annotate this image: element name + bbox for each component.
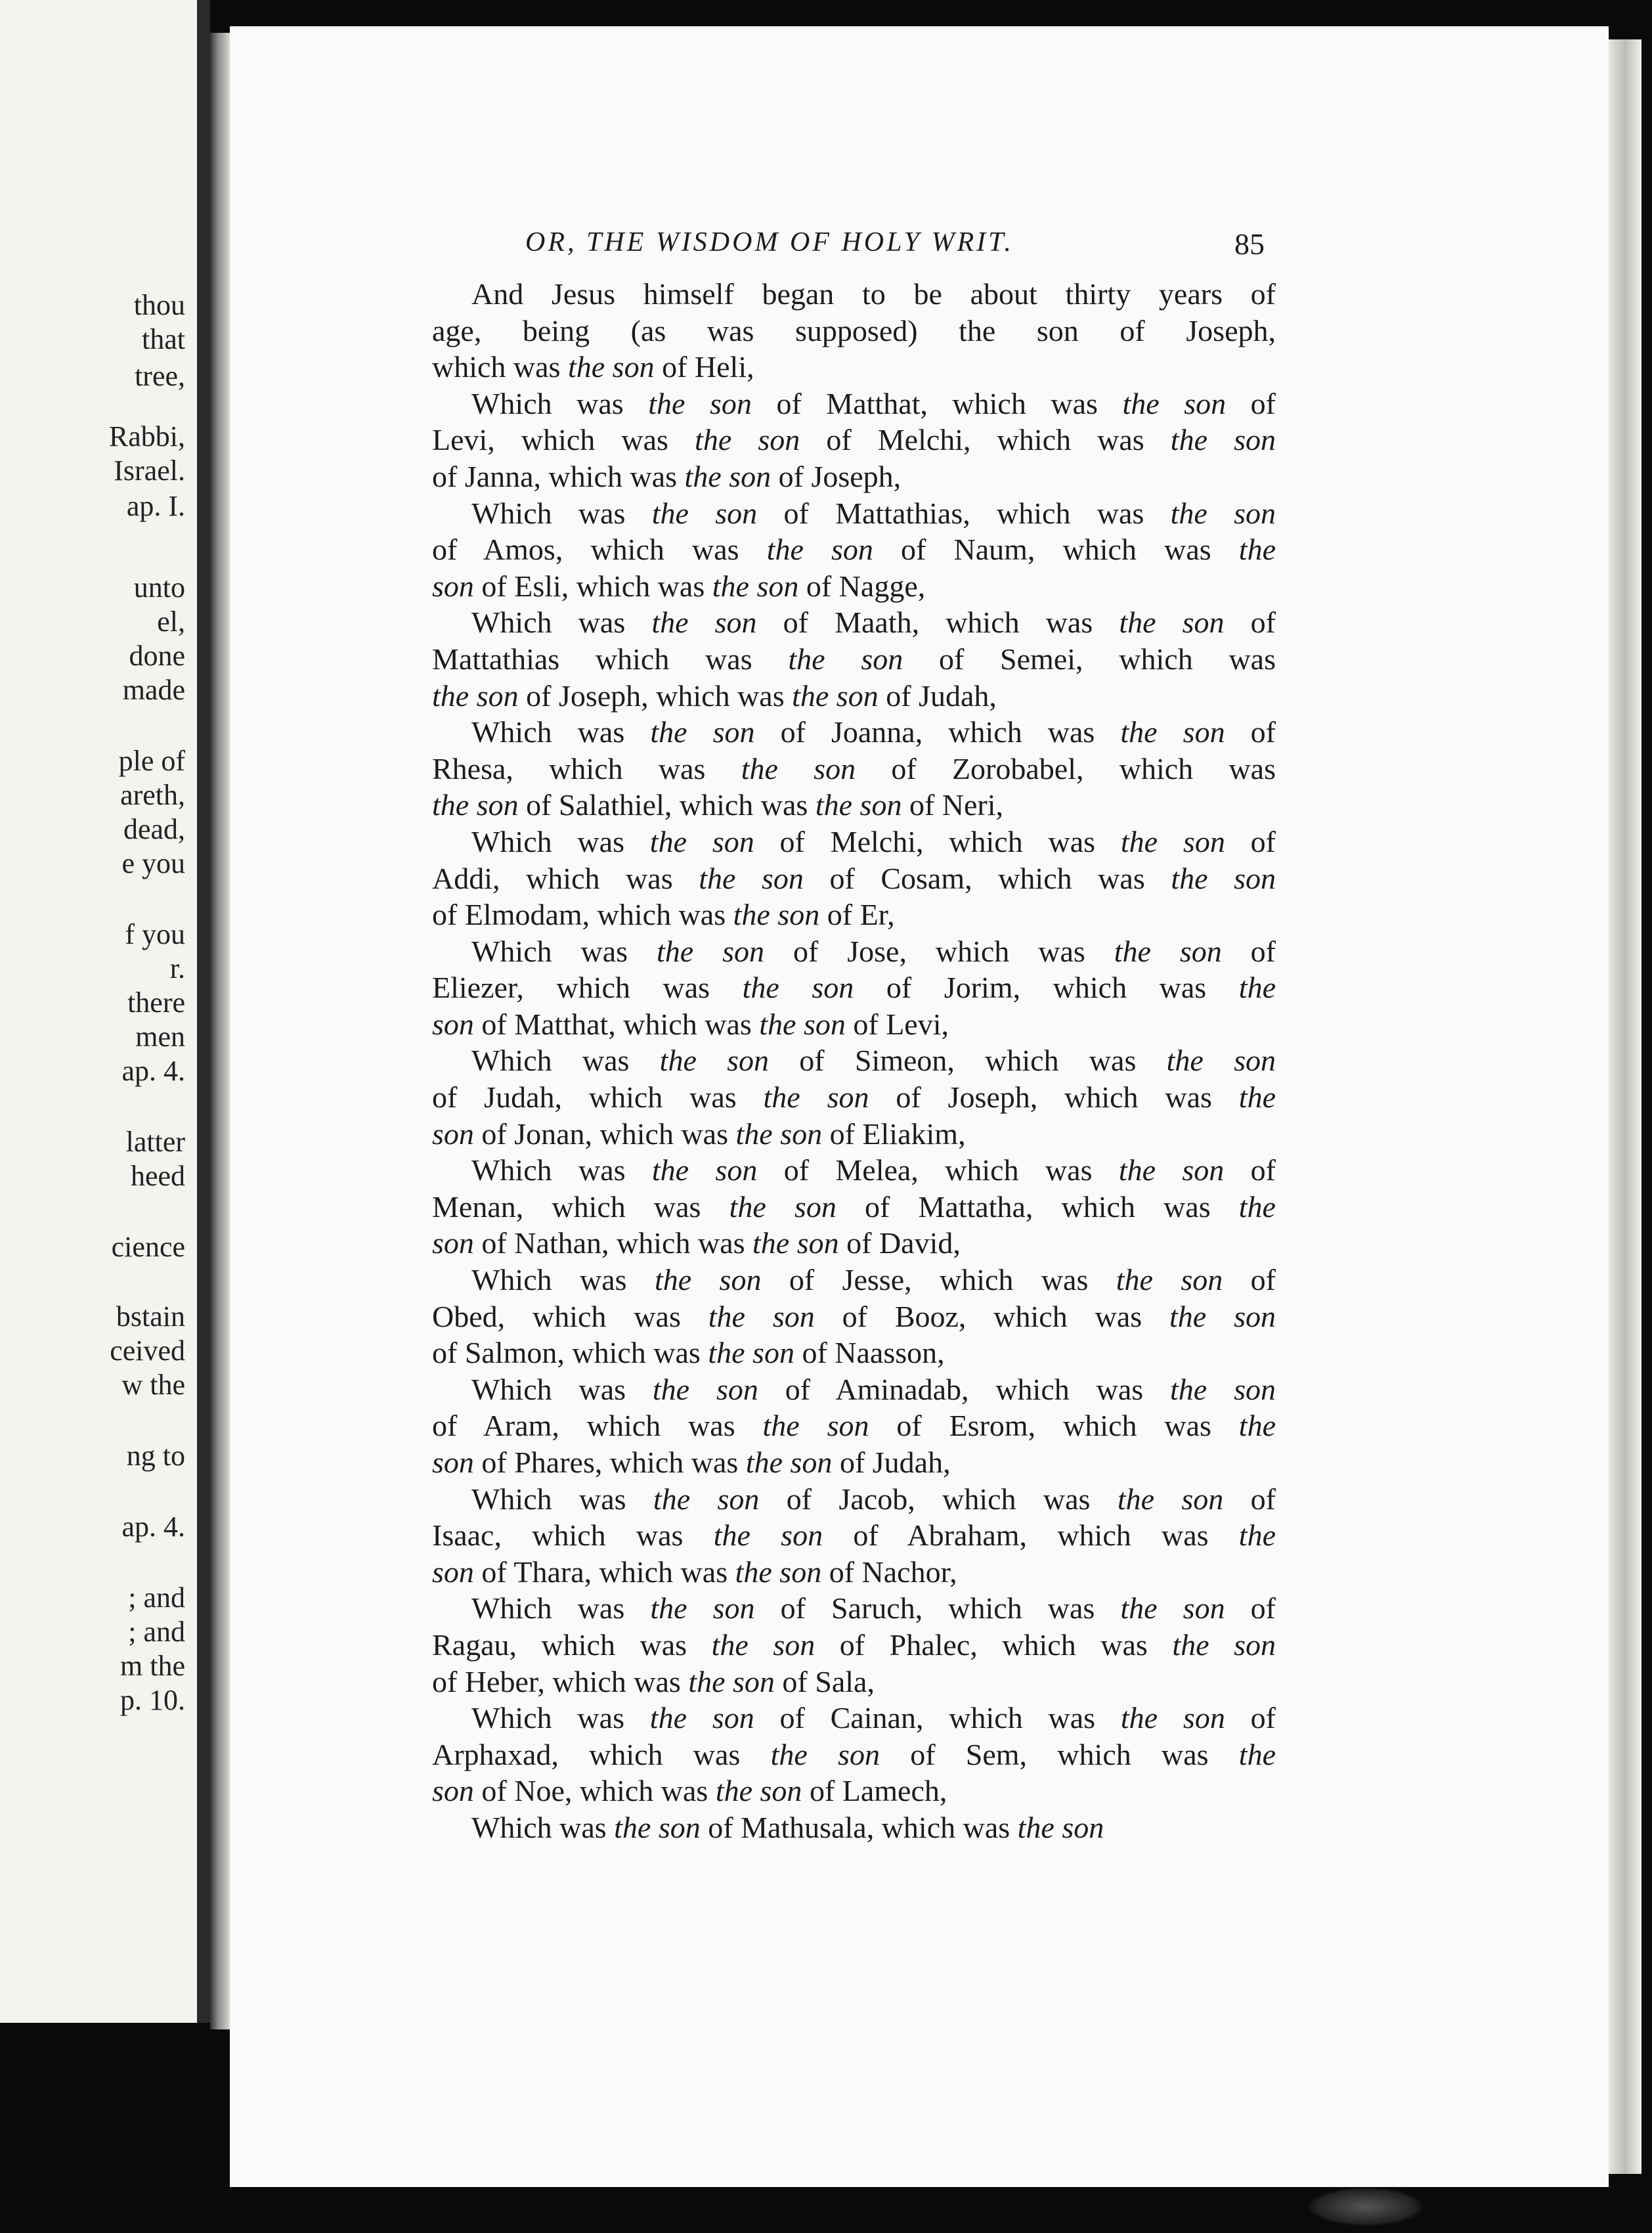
text-run: of Maath, which was [756,606,1119,640]
text-line [432,1700,1276,1736]
italic-run: the son [762,1409,869,1443]
italic-run: son [432,1116,474,1151]
facing-page-fragment-text: bstain [116,1300,185,1333]
italic-run: the son [648,386,752,420]
right-page-edge [1609,39,1641,2174]
facing-page-fragment-text: m the [120,1650,185,1682]
facing-page-fragment-text: ceived [110,1335,185,1367]
facing-page-fragment-text: Israel. [114,454,185,487]
text-run: of Jacob, which was [759,1482,1118,1516]
text-line [432,1773,1276,1809]
italic-run: the son [649,1701,754,1735]
italic-run: the son [684,459,772,493]
italic-run: son [432,1774,474,1808]
text-line [432,349,1276,386]
text-run: of Nathan, which was [473,1226,753,1260]
text-run: of Mathusala, which was [700,1810,1018,1844]
text-run: of [1225,824,1276,858]
facing-page-fragment [0,0,197,2023]
text-run: of Jorim, which was [854,971,1239,1005]
text-run: Which was [471,1372,653,1406]
italic-run: the son [695,423,800,457]
text-run: of David, [838,1226,961,1260]
book-gutter [210,33,230,2029]
text-line [432,1335,1276,1371]
italic-run: the son [1122,386,1227,420]
italic-run: the son [650,1591,755,1625]
text-run: of Melchi, which was [800,423,1171,457]
text-run: of Cosam, which was [803,861,1171,895]
text-run: of Sala, [774,1664,875,1698]
text-run: Eliezer, which was [432,971,743,1005]
text-run: of Esrom, which was [869,1409,1239,1443]
facing-page-fragment-text: tree, [135,360,185,392]
text-run: of Judah, [878,678,997,713]
text-run: of Judah, which was [432,1080,764,1115]
text-run: of Cainan, which was [754,1701,1121,1735]
text-line [432,1809,1276,1846]
facing-page-fragment-text: ap. 4. [121,1055,185,1087]
text-run: of Janna, which was [432,459,685,493]
italic-run: the [1238,1189,1276,1224]
text-run: age, being (as was supposed) the son of Joseph, [432,313,1276,347]
text-line [432,1189,1276,1226]
text-run: of Amos, which was [432,533,767,567]
italic-run: the son [713,1518,823,1553]
text-run: of [1224,1153,1276,1187]
italic-run: the son [1166,1044,1276,1078]
text-line [432,1517,1276,1554]
text-line [432,824,1276,860]
running-head: OR, THE WISDOM OF HOLY WRIT. [525,227,1014,257]
italic-run: the son [1120,1591,1225,1625]
italic-run: the [1238,1737,1276,1771]
text-run: of Neri, [902,788,1004,822]
text-run: of Joseph, which was [518,678,793,713]
text-run: of [1225,1591,1276,1625]
text-run: of [1226,386,1276,420]
facing-page-fragment-text: ng to [126,1440,185,1472]
italic-run: the son [652,1372,758,1406]
italic-run: the son [432,788,519,822]
text-run: Which was [471,824,650,858]
text-run: of Joseph, which was [869,1080,1239,1115]
italic-run: the son [1119,606,1225,640]
italic-run: the son [733,898,820,932]
facing-page-fragment-text: there [127,986,185,1019]
italic-run: the son [1170,423,1276,457]
italic-run: the son [766,533,873,567]
facing-page-fragment-text: dead, [123,813,185,845]
italic-run: the son [1169,1299,1276,1333]
italic-run: the son [711,1627,815,1662]
text-line [432,1079,1276,1116]
italic-run: the son [759,1007,846,1041]
text-run: of Semei, which was [903,642,1276,676]
text-run: of Mattathias, which was [757,496,1171,530]
text-line [432,969,1276,1006]
text-line [432,1042,1276,1079]
text-run: Which was [471,1263,655,1297]
text-run: of Thara, which was [473,1555,735,1589]
italic-run: the son [708,1299,815,1333]
facing-page-fragment-text: made [122,674,185,706]
facing-page-fragment-text: areth, [120,779,185,811]
italic-run: the [1238,971,1276,1005]
text-run: of Melchi, which was [754,824,1121,858]
italic-run: the son [708,1336,794,1370]
facing-page-fragment-text: r. [169,952,185,984]
facing-page-fragment-text: w the [121,1369,185,1401]
text-run: of Jose, which was [764,934,1114,968]
italic-run: the son [432,678,519,713]
italic-run: the son [792,678,879,713]
text-run: of Matthat, which was [751,386,1123,420]
text-run: of Heli, [654,350,754,384]
text-run: of [1223,1482,1276,1516]
text-line [432,1152,1276,1189]
italic-run: the son [788,642,903,676]
text-run: Which was [471,1591,651,1625]
italic-run: the son [1171,861,1276,895]
text-line [432,495,1276,532]
italic-run: the son [653,1482,760,1516]
text-run: of Phares, which was [473,1446,746,1479]
text-line [432,678,1276,715]
text-run: of Esli, which was [473,569,712,603]
text-run: of Simeon, which was [769,1044,1167,1078]
facing-page-fragment-text: done [129,640,185,672]
italic-run: the son [712,569,799,603]
facing-page-fragment-text: thou [133,289,185,321]
text-line [432,1554,1276,1591]
text-run: of Eliakim, [822,1116,966,1151]
italic-run: the son [654,1263,762,1297]
italic-run: the son [1114,934,1222,968]
text-line [432,1444,1276,1481]
italic-run: the son [614,1810,701,1844]
italic-run: the son [741,751,856,785]
text-run: of Joanna, which was [754,715,1121,749]
text-line [432,458,1276,495]
italic-run: the son [715,1774,802,1808]
text-line [432,604,1276,641]
facing-page-fragment-text: p. 10. [120,1684,185,1716]
text-line [432,1407,1276,1444]
text-line [432,531,1276,568]
text-run: of Heber, which was [432,1664,689,1698]
text-line [432,1736,1276,1773]
italic-run: the son [567,350,655,384]
text-run: of Joseph, [771,459,902,493]
italic-run: the son [752,1226,839,1260]
facing-page-fragment-text: f you [125,918,185,950]
text-run: of Lamech, [802,1774,947,1808]
text-line [432,714,1276,751]
facing-page-fragment-text: men [135,1021,185,1053]
page-number: 85 [1234,227,1265,261]
italic-run: the son [688,1664,775,1698]
facing-page-fragment-text: that [142,323,185,355]
facing-page-fragment-text: ; and [128,1581,185,1614]
text-line [432,1590,1276,1627]
italic-run: the [1238,1080,1276,1115]
italic-run: the [1238,533,1276,567]
text-run: of Aminadab, which was [758,1372,1171,1406]
text-run: Menan, which was [432,1189,729,1224]
italic-run: son [432,1226,474,1260]
text-line [432,933,1276,970]
body-text [432,276,1276,1846]
italic-run: son [432,1555,474,1589]
text-line [432,1481,1276,1518]
facing-page-fragment-text: e you [121,847,185,879]
text-run: Which was [471,1701,650,1735]
text-line [432,1664,1276,1700]
italic-run: the [1238,1518,1276,1553]
facing-page-fragment-text: latter [125,1126,185,1158]
text-run: of Salathiel, which was [518,788,815,822]
italic-run: the son [1120,824,1225,858]
italic-run: the son [1172,1627,1276,1662]
text-run: of Levi, [845,1007,949,1041]
italic-run: the son [651,606,757,640]
facing-page-fragment-text: ap. 4. [121,1511,185,1543]
scan-artifact [1307,2187,1425,2226]
text-line [432,787,1276,824]
text-run: of Er, [819,898,895,932]
italic-run: the son [729,1189,837,1224]
text-run: Which was [471,496,652,530]
italic-run: the son [1118,1153,1225,1187]
italic-run: the son [650,715,755,749]
text-line [432,276,1276,313]
italic-run: the son [657,934,765,968]
text-run: of Naum, which was [873,533,1239,567]
text-line [432,386,1276,422]
text-run: Which was [471,1153,652,1187]
text-run: of Saruch, which was [754,1591,1121,1625]
text-run: of Nagge, [798,569,926,603]
text-run: of Naasson, [794,1336,945,1370]
text-run: of Zorobabel, which was [856,751,1276,785]
italic-run: the son [735,1116,823,1151]
italic-run: the son [659,1044,770,1078]
facing-page-fragment-text: cience [111,1231,185,1263]
text-line [432,641,1276,678]
facing-page-fragment-text: ap. I. [126,490,185,522]
text-run: of Jesse, which was [761,1263,1116,1297]
text-run: of [1221,934,1276,968]
text-run: of Mattatha, which was [836,1189,1239,1224]
text-run: Rhesa, which was [432,751,741,785]
italic-run: the son [1120,1701,1225,1735]
italic-run: the [1238,1409,1276,1443]
italic-run: the son [1117,1482,1224,1516]
text-run: of Elmodam, which was [432,898,733,932]
text-line [432,1298,1276,1335]
text-line [432,422,1276,458]
text-run: of Phalec, which was [815,1627,1173,1662]
facing-page-fragment-text: ple of [118,745,185,777]
italic-run: the son [1170,1372,1276,1406]
text-line [432,1006,1276,1043]
text-run: of [1223,1263,1276,1297]
italic-run: son [432,569,474,603]
italic-run: the son [651,1153,758,1187]
text-run: Obed, which was [432,1299,708,1333]
text-run: of [1224,606,1276,640]
main-page [230,26,1609,2187]
text-run: of Salmon, which was [432,1336,708,1370]
text-line [432,568,1276,605]
text-run: Levi, which was [432,423,695,457]
text-run: Addi, which was [432,861,699,895]
italic-run: the son [649,824,754,858]
text-line [432,1262,1276,1298]
facing-page-fragment-text: unto [133,571,185,604]
italic-run: the son [651,496,758,530]
text-run: of Judah, [832,1446,951,1479]
italic-run: the son [742,971,854,1005]
italic-run: son [432,1446,474,1479]
text-run: of Matthat, which was [473,1007,760,1041]
italic-run: the son [1170,496,1276,530]
italic-run: the son [1116,1263,1223,1297]
italic-run: the son [745,1446,833,1479]
italic-run: the son [1120,715,1225,749]
text-run: of Melea, which was [757,1153,1119,1187]
text-run: of Booz, which was [814,1299,1170,1333]
italic-run: the son [815,788,902,822]
text-line [432,896,1276,933]
text-line [432,1627,1276,1664]
facing-page-fragment-text: Rabbi, [108,420,185,453]
text-line [432,860,1276,897]
text-run: of Nachor, [821,1555,957,1589]
text-run: which was [432,350,568,384]
text-run: of Aram, which was [432,1409,763,1443]
italic-run: son [432,1007,474,1041]
text-run: of Sem, which was [879,1737,1239,1771]
text-run: And Jesus himself began to be about thirty years of [471,277,1276,311]
text-run: Which was [471,1044,660,1078]
text-line [432,751,1276,787]
text-run: Which was [471,934,657,968]
text-run: Isaac, which was [432,1518,714,1553]
italic-run: the son [735,1555,822,1589]
text-run: Which was [471,1810,615,1844]
text-run: of [1225,1701,1276,1735]
text-run: Arphaxad, which was [432,1737,771,1771]
text-run: of [1225,715,1276,749]
text-run: Which was [471,386,649,420]
italic-run: the son [699,861,804,895]
text-line [432,1225,1276,1262]
text-run: of Jonan, which was [473,1116,736,1151]
text-run: Ragau, which was [432,1627,712,1662]
text-line [432,1116,1276,1153]
text-line [432,313,1276,349]
text-run: Mattathias which was [432,642,789,676]
italic-run: the son [770,1737,880,1771]
facing-page-fragment-text: el, [157,606,185,638]
text-run: of Noe, which was [473,1774,716,1808]
text-run: Which was [471,715,651,749]
italic-run: the son [763,1080,869,1115]
text-run: of Abraham, which was [823,1518,1239,1553]
facing-page-fragment-text: heed [130,1160,185,1192]
left-page-edge [197,0,210,2023]
facing-page-fragment-text: ; and [128,1616,185,1648]
italic-run: the son [1017,1810,1104,1844]
text-run: Which was [471,606,652,640]
text-line [432,1371,1276,1408]
text-run: Which was [471,1482,653,1516]
